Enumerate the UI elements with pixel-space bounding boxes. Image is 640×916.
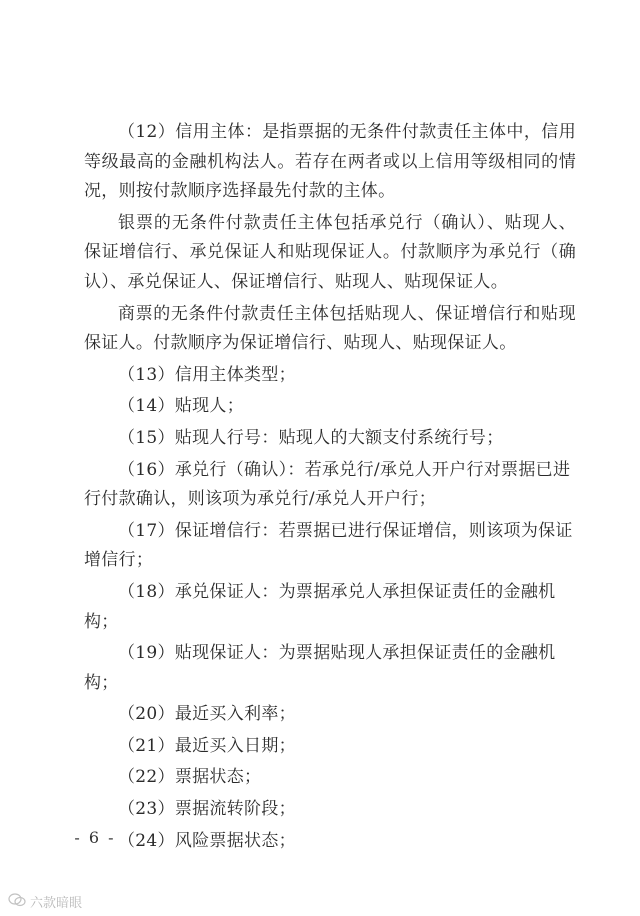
list-item: （21）最近买入日期； [118, 735, 296, 756]
paragraph-commercial-bill: 商票的无条件付款责任主体包括贴现人、保证增信行和贴现保证人。付款顺序为保证增信行、贴现人、贴现保证人。 [84, 303, 576, 354]
wechat-watermark-icon [8, 893, 26, 911]
watermark [8, 892, 82, 911]
list-item: （24）风险票据状态； [118, 830, 296, 851]
document-body [84, 118, 576, 858]
watermark-text: 六款暗眼 [30, 896, 83, 911]
paragraph-credit-subject: （12）信用主体：是指票据的无条件付款责任主体中，信用等级最高的金融机构法人。若存在两者或以上信用等级相同的情况，则按付款顺序选择最先付款的主体。 [84, 122, 576, 202]
list-item: （19）贴现保证人：为票据贴现人承担保证责任的金融机构； [84, 643, 556, 693]
list-item: （13）信用主体类型； [118, 364, 296, 385]
list-item: （16）承兑行（确认）：若承兑行/承兑人开户行对票据已进行付款确认，则该项为承兑行/承兑人开户行； [84, 459, 571, 510]
list-item: （17）保证增信行：若票据已进行保证增信，则该项为保证增信行； [84, 520, 573, 571]
list-item: （14）贴现人； [118, 396, 245, 417]
list-item: （15）贴现人行号：贴现人的大额支付系统行号； [118, 427, 504, 448]
page-number: - 6 - [74, 828, 116, 847]
list-item: （20）最近买入利率； [118, 704, 296, 725]
paragraph-bank-bill: 银票的无条件付款责任主体包括承兑行（确认）、贴现人、保证增信行、承兑保证人和贴现保证人。付款顺序为承兑行（确认）、承兑保证人、保证增信行、贴现人、贴现保证人。 [84, 212, 576, 292]
list-item: （23）票据流转阶段； [118, 799, 296, 820]
list-item: （22）票据状态； [118, 767, 262, 788]
list-item: （18）承兑保证人：为票据承兑人承担保证责任的金融机构； [84, 581, 556, 632]
